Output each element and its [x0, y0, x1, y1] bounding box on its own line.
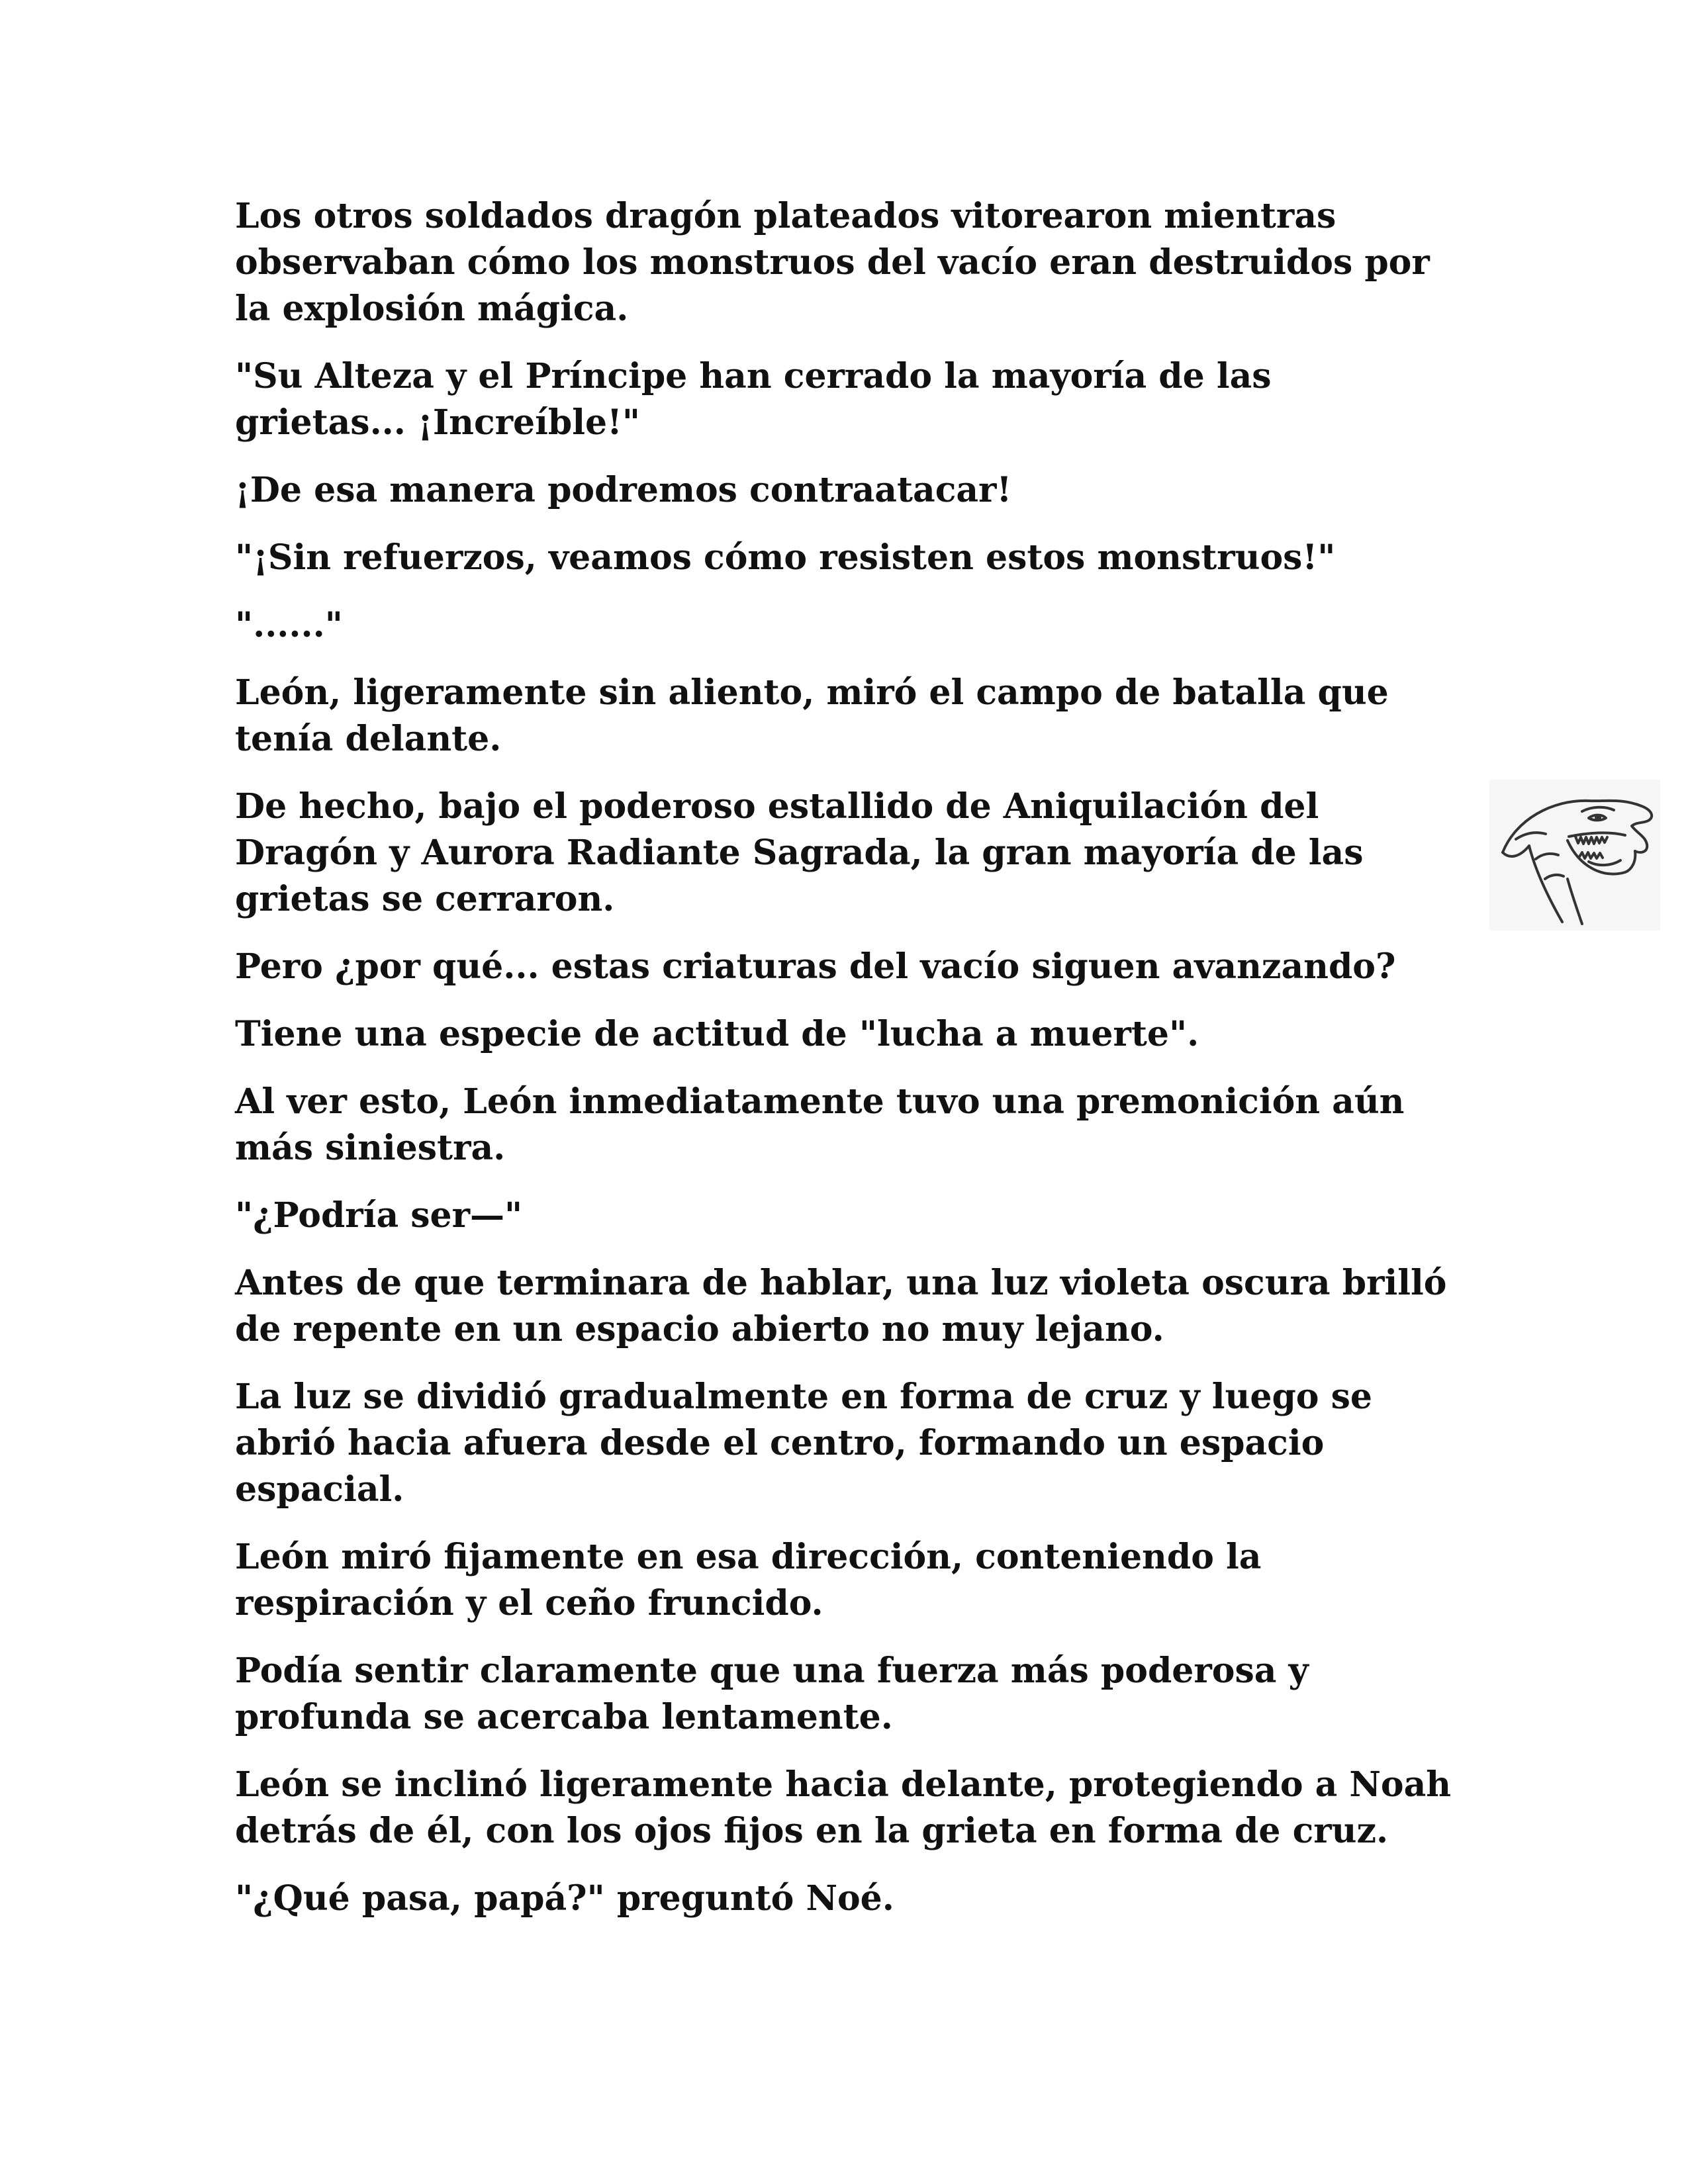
paragraph: Pero ¿por qué... estas criaturas del vacío siguen avanzando? [235, 946, 1396, 987]
paragraph: León se inclinó ligeramente hacia delante, protegiendo a Noah detrás de él, con los ojos fijos en la grieta en forma de cruz. [235, 1764, 1452, 1851]
paragraph: La luz se dividió gradualmente en forma de cruz y luego se abrió hacia afuera desde el centro, formando un espacio espacial. [235, 1377, 1372, 1510]
paragraph: Podía sentir claramente que una fuerza más poderosa y profunda se acercaba lentamente. [235, 1651, 1309, 1737]
paragraph: Los otros soldados dragón plateados vitorearon mientras observaban cómo los monstruos del vacío eran destruidos por la explosión mágica. [235, 196, 1430, 329]
paragraph: León, ligeramente sin aliento, miró el campo de batalla que tenía delante. [235, 672, 1389, 759]
paragraph: "Su Alteza y el Príncipe han cerrado la mayoría de las grietas... ¡Increíble!" [235, 356, 1272, 443]
paragraph: De hecho, bajo el poderoso estallido de Aniquilación del Dragón y Aurora Radiante Sagrada, la gran mayoría de las grietas se cerraron. [235, 786, 1364, 919]
paragraph: "¿Qué pasa, papá?" preguntó Noé. [235, 1878, 894, 1919]
paragraph: "......" [235, 605, 343, 645]
paragraph: "¿Podría ser—" [235, 1195, 523, 1236]
paragraph: León miró fijamente en esa dirección, conteniendo la respiración y el ceño fruncido. [235, 1537, 1262, 1623]
paragraph: Al ver esto, León inmediatamente tuvo una premonición aún más siniestra. [235, 1081, 1405, 1168]
paragraph: Antes de que terminara de hablar, una luz violeta oscura brilló de repente en un espacio abierto no muy lejano. [235, 1263, 1447, 1349]
paragraph: ¡De esa manera podremos contraatacar! [235, 470, 1012, 510]
dinosaur-head-icon [1489, 780, 1660, 931]
text-column [235, 193, 1453, 1943]
paragraph: Tiene una especie de actitud de "lucha a muerte". [235, 1014, 1199, 1054]
paragraph: "¡Sin refuerzos, veamos cómo resisten estos monstruos!" [235, 537, 1336, 578]
